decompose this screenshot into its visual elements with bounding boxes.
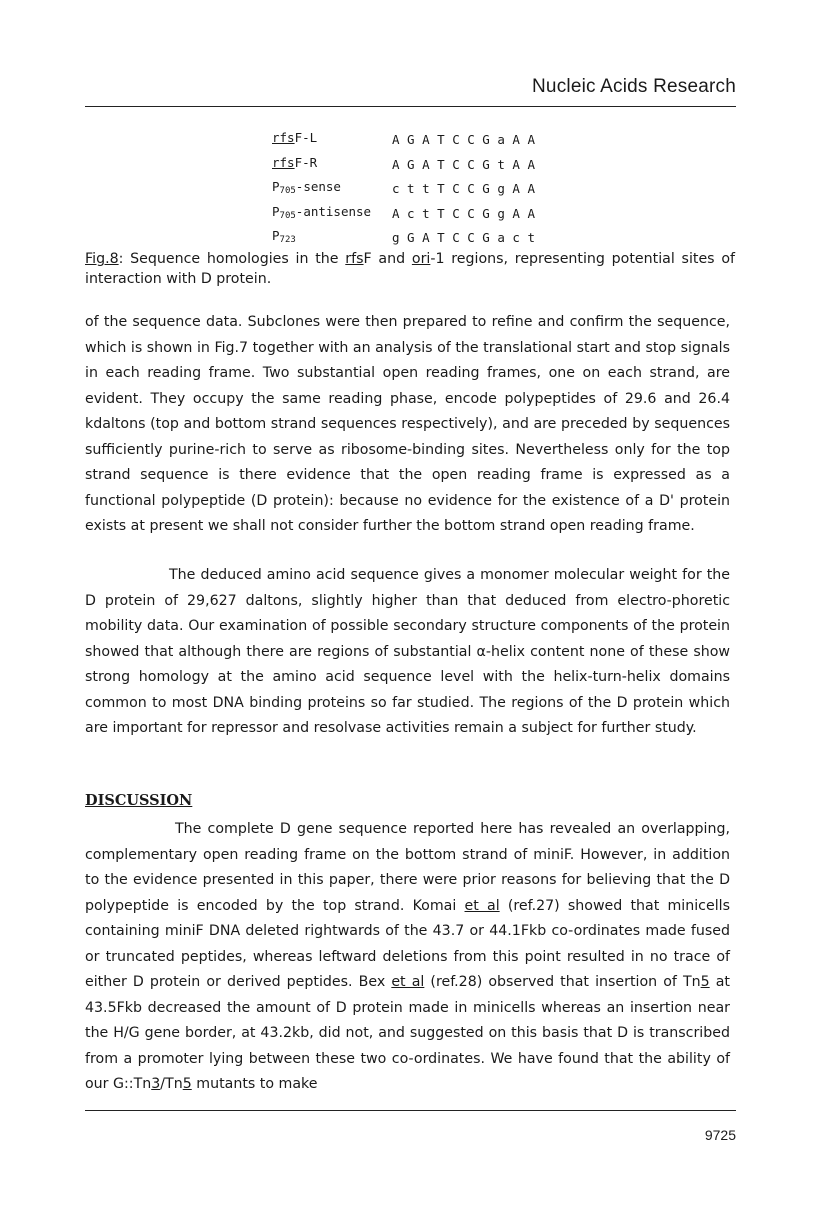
header-rule: [85, 106, 736, 107]
page-number: 9725: [704, 1127, 736, 1143]
sequence-name: [272, 226, 392, 251]
sequence-name: [272, 153, 392, 178]
sequence-name-part: F-R: [294, 154, 318, 170]
sequence-alignment-table: [272, 128, 535, 251]
paragraph-sequence-data: of the sequence data. Subclones were then prepared to refine and confirm the sequence, which is shown in Fig.7 together with an analysis of the translational start and stop signals in each reading frame. Two substantial open reading frames, one on each strand, are evident. They occupy the same reading phase, encode polypeptides of 29.6 and 26.4 kdaltons (top and bottom strand sequences respectively), and are preceded by sequences sufficiently purine-rich to serve as ribosome-binding sites. Nevertheless only for the top strand sequence is there evidence that the open reading frame is expressed as a functional polypeptide (D protein): because no evidence for the existence of a D' protein exists at present we shall not consider further the bottom strand open reading frame.: [85, 314, 730, 534]
caption-text: -1 regions, representing potential sites of interaction with D protein.: [85, 251, 736, 287]
sequence-name-part: -sense: [295, 179, 341, 194]
figure-caption: [85, 249, 735, 289]
figure-label: Fig.8: [85, 251, 119, 267]
sequence-name: [272, 202, 392, 227]
sequence-name-part: P: [272, 228, 280, 243]
caption-text: : Sequence homologies in the: [118, 251, 346, 267]
sequence-name-part: rfs: [272, 154, 295, 170]
sequence-row: [272, 177, 535, 202]
sequence-name-part: 705: [279, 210, 296, 221]
sequence-name-part: P: [272, 179, 280, 194]
sequence-name-part: 705: [279, 186, 296, 196]
text-run: mutants to make: [191, 1076, 318, 1092]
text-run-italic: et al: [391, 974, 425, 990]
sequence-name-part: rfs: [272, 130, 295, 145]
text-run: /Tn: [160, 1076, 183, 1092]
paragraph-amino-acid: The deduced amino acid sequence gives a monomer molecular weight for the D protein of 29,627 daltons, slightly higher than that deduced from electro-phoretic mobility data. Our examination of possible secondary structure components of the protein showed that although there are regions of substantial α-helix content none of these show strong homology at the amino acid sequence level with the helix-turn-helix domains common to most DNA binding proteins so far studied. The regions of the D protein which are important for repressor and resolvase activities remain a subject for further study.: [85, 567, 730, 736]
caption-gene-rfs: rfs: [345, 251, 364, 267]
sequence-bases: c t t T C C G g A A: [392, 181, 535, 196]
text-run: (ref.27) showed that minicells containing miniF DNA deleted rightwards of the 43.7 or 44.1Fkb co-ordinates made fused or truncated peptides, whereas leftward deletions from this point resulted in no trace of either D protein or derived peptides. Bex: [85, 897, 730, 990]
sequence-row: [272, 226, 535, 251]
text-run: (ref.28) observed that insertion of Tn: [424, 974, 701, 990]
caption-gene-ori: ori: [411, 251, 431, 267]
sequence-row: [272, 128, 535, 153]
text-run-italic: 5: [182, 1076, 192, 1092]
sequence-bases: A G A T C C G a A A: [392, 132, 535, 147]
journal-header: Nucleic Acids Research: [532, 76, 736, 97]
paragraph-discussion: [85, 817, 730, 1098]
sequence-name: [272, 128, 392, 153]
sequence-row: [272, 202, 535, 227]
footer-rule: [85, 1110, 736, 1111]
text-run: The complete D gene sequence reported here has revealed an overlapping, complementary open reading frame on the bottom strand of miniF. However, in addition to the evidence presented in this paper, there were prior reasons for believing that the D polypeptide is encoded by the top strand. Komai: [85, 821, 730, 914]
sequence-row: [272, 153, 535, 178]
sequence-name-part: 723: [279, 235, 296, 245]
sequence-bases: A G A T C C G t A A: [392, 156, 535, 172]
sequence-name: [272, 177, 392, 202]
text-run-italic: et al: [464, 897, 500, 914]
section-heading-discussion: DISCUSSION: [85, 792, 193, 809]
text-run-italic: 3: [151, 1076, 161, 1092]
text-run: at 43.5Fkb decreased the amount of D protein made in minicells whereas an insertion near the H/G gene border, at 43.2kb, did not, and suggested on this basis that D is transcribed from a promoter lying between these two co-ordinates. We have found that the ability of our G::Tn: [85, 974, 730, 1092]
sequence-name-part: F-L: [294, 130, 318, 145]
caption-text: F and: [363, 251, 412, 267]
sequence-name-part: -antisense: [295, 203, 372, 219]
sequence-bases: A c t T C C G g A A: [392, 205, 535, 221]
sequence-bases: g G A T C C G a c t: [392, 230, 535, 245]
sequence-name-part: P: [272, 203, 280, 219]
text-run-italic: 5: [700, 974, 710, 990]
